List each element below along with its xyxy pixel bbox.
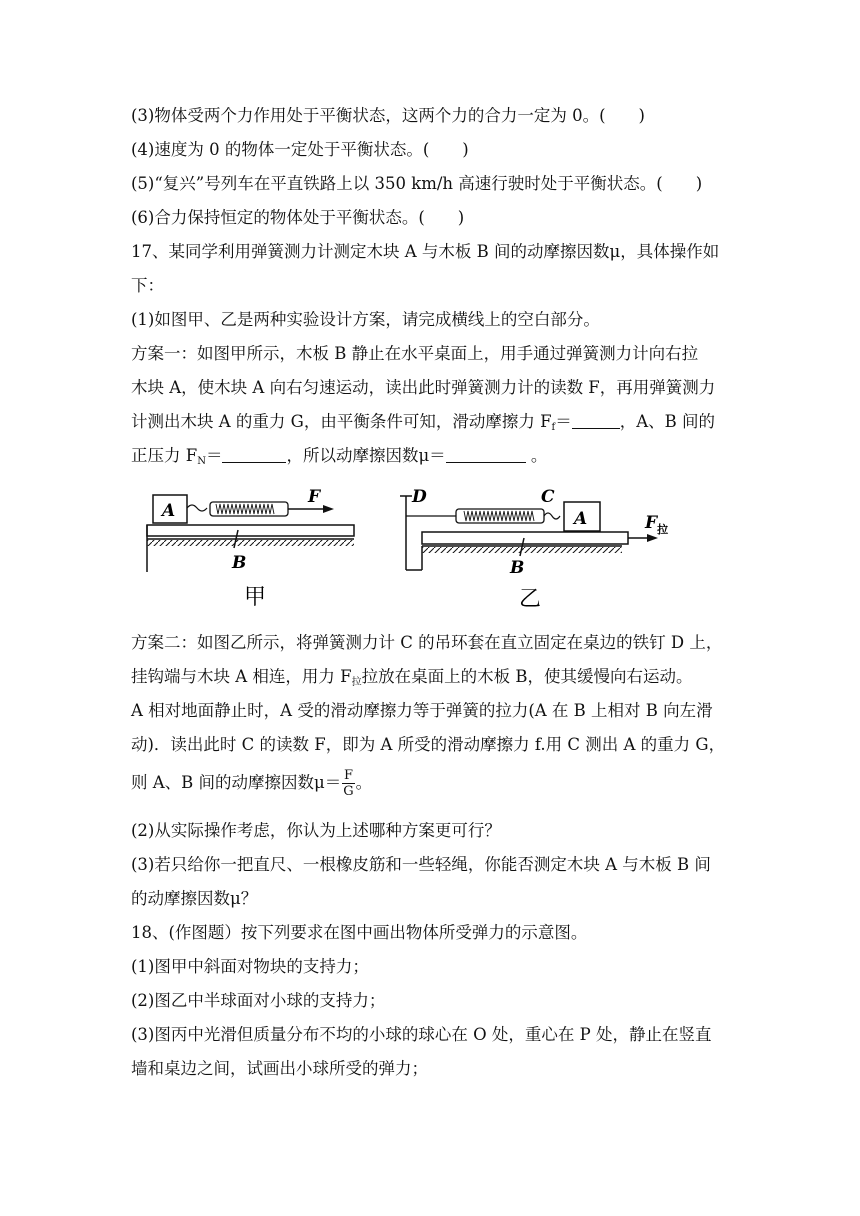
scheme-1-line-2: 木块 A，使木块 A 向右匀速运动，读出此时弹簧测力计的读数 F，再用弹簧测力 — [131, 378, 716, 397]
statement-4: (4)速度为 0 的物体一定处于平衡状态。( ) — [131, 140, 469, 159]
question-18-part-2: (2)图乙中半球面对小球的支持力； — [131, 991, 386, 1010]
question-18-part-3: (3)图丙中光滑但质量分布不均的小球的球心在 O 处，重心在 P 处，静止在竖直 — [131, 1025, 712, 1044]
answer-blank-coefficient[interactable] — [446, 446, 526, 463]
pull-arrow-head — [323, 505, 334, 513]
block-a-yi-label: A — [574, 509, 588, 529]
question-17-part-3: (3)若只给你一把直尺、一根橡皮筋和一些轻绳，你能否测定木块 A 与木板 B 间 — [131, 855, 711, 874]
statement-5: (5)“复兴”号列车在平直铁路上以 350 km/h 高速行驶时处于平衡状态。( ) — [131, 174, 703, 193]
table-hatch — [147, 540, 354, 546]
question-17-stem: 17、某同学利用弹簧测力计测定木块 A 与木板 B 间的动摩擦因数μ，具体操作如 — [131, 242, 720, 261]
statement-3: (3)物体受两个力作用处于平衡状态，这两个力的合力一定为 0。( ) — [131, 106, 645, 125]
scheme-2-line-1: 方案二：如图乙所示，将弹簧测力计 C 的吊环套在直立固定在桌边的铁钉 D 上， — [131, 633, 723, 652]
figure-yi — [398, 482, 688, 612]
statement-6: (6)合力保持恒定的物体处于平衡状态。( ) — [131, 208, 465, 227]
answer-blank-normal-force[interactable] — [222, 446, 286, 463]
scheme-2-line-4: 动)．读出此时 C 的读数 F，即为 A 所受的滑动摩擦力 f.用 C 测出 A 的重力 G， — [131, 735, 726, 754]
question-17-part-3-cont: 的动摩擦因数μ？ — [131, 889, 258, 908]
block-a-label: A — [162, 501, 176, 521]
board-b-yi — [422, 532, 628, 544]
force-f-label: F — [308, 487, 321, 507]
scheme-1-line-1: 方案一：如图甲所示，木板 B 静止在水平桌面上，用手通过弹簧测力计向右拉 — [131, 344, 699, 363]
board-b-yi-label: B — [510, 558, 525, 578]
board-b — [147, 525, 354, 536]
figure-jia — [140, 482, 360, 612]
board-b-label: B — [232, 553, 247, 573]
meter-c-label: C — [541, 487, 555, 507]
fraction-f-over-g: $\frac{F}{G}$ — [343, 768, 354, 799]
scheme-2-line-3: A 相对地面静止时，A 受的滑动摩擦力等于弹簧的拉力(A 在 B 上相对 B 向左滑 — [131, 701, 713, 720]
spring-hook — [187, 505, 207, 511]
scheme-2-line-5: 则 A、B 间的动摩擦因数μ＝ $\frac{F}{G}$ 。 — [131, 768, 373, 799]
scheme-1-line-4: 正压力 $F_N=$ ，所以动摩擦因数μ＝ 。 — [131, 446, 548, 467]
answer-blank-friction[interactable] — [572, 412, 620, 429]
force-pull-label: $F_拉$ — [645, 513, 669, 536]
scheme-2-line-2: 挂钩端与木块 A 相连，用力 $F_拉$拉放在桌面上的木板 B，使其缓慢向右运动。 — [131, 667, 693, 688]
question-18-part-1: (1)图甲中斜面对物块的支持力； — [131, 957, 369, 976]
question-17-part-2: (2)从实际操作考虑，你认为上述哪种方案更可行？ — [131, 821, 501, 840]
question-18-stem: 18、(作图题）按下列要求在图中画出物体所受弹力的示意图。 — [131, 923, 588, 942]
force-pull-sub: 拉 — [657, 523, 669, 536]
nail-d-label: D — [412, 487, 427, 507]
scheme-1-line-3: 计测出木块 A 的重力 G，由平衡条件可知，滑动摩擦力 $F_f=$ ，A、B 间的 — [131, 412, 716, 433]
caption-yi: 乙 — [519, 587, 542, 612]
question-17-stem-cont: 下： — [131, 276, 164, 295]
spring-hook-c — [544, 513, 560, 519]
question-17-part-1: (1)如图甲、乙是两种实验设计方案，请完成横线上的空白部分。 — [131, 310, 600, 329]
question-18-part-3-cont: 墙和桌边之间，试画出小球所受的弹力； — [131, 1059, 428, 1078]
caption-jia: 甲 — [244, 585, 267, 610]
